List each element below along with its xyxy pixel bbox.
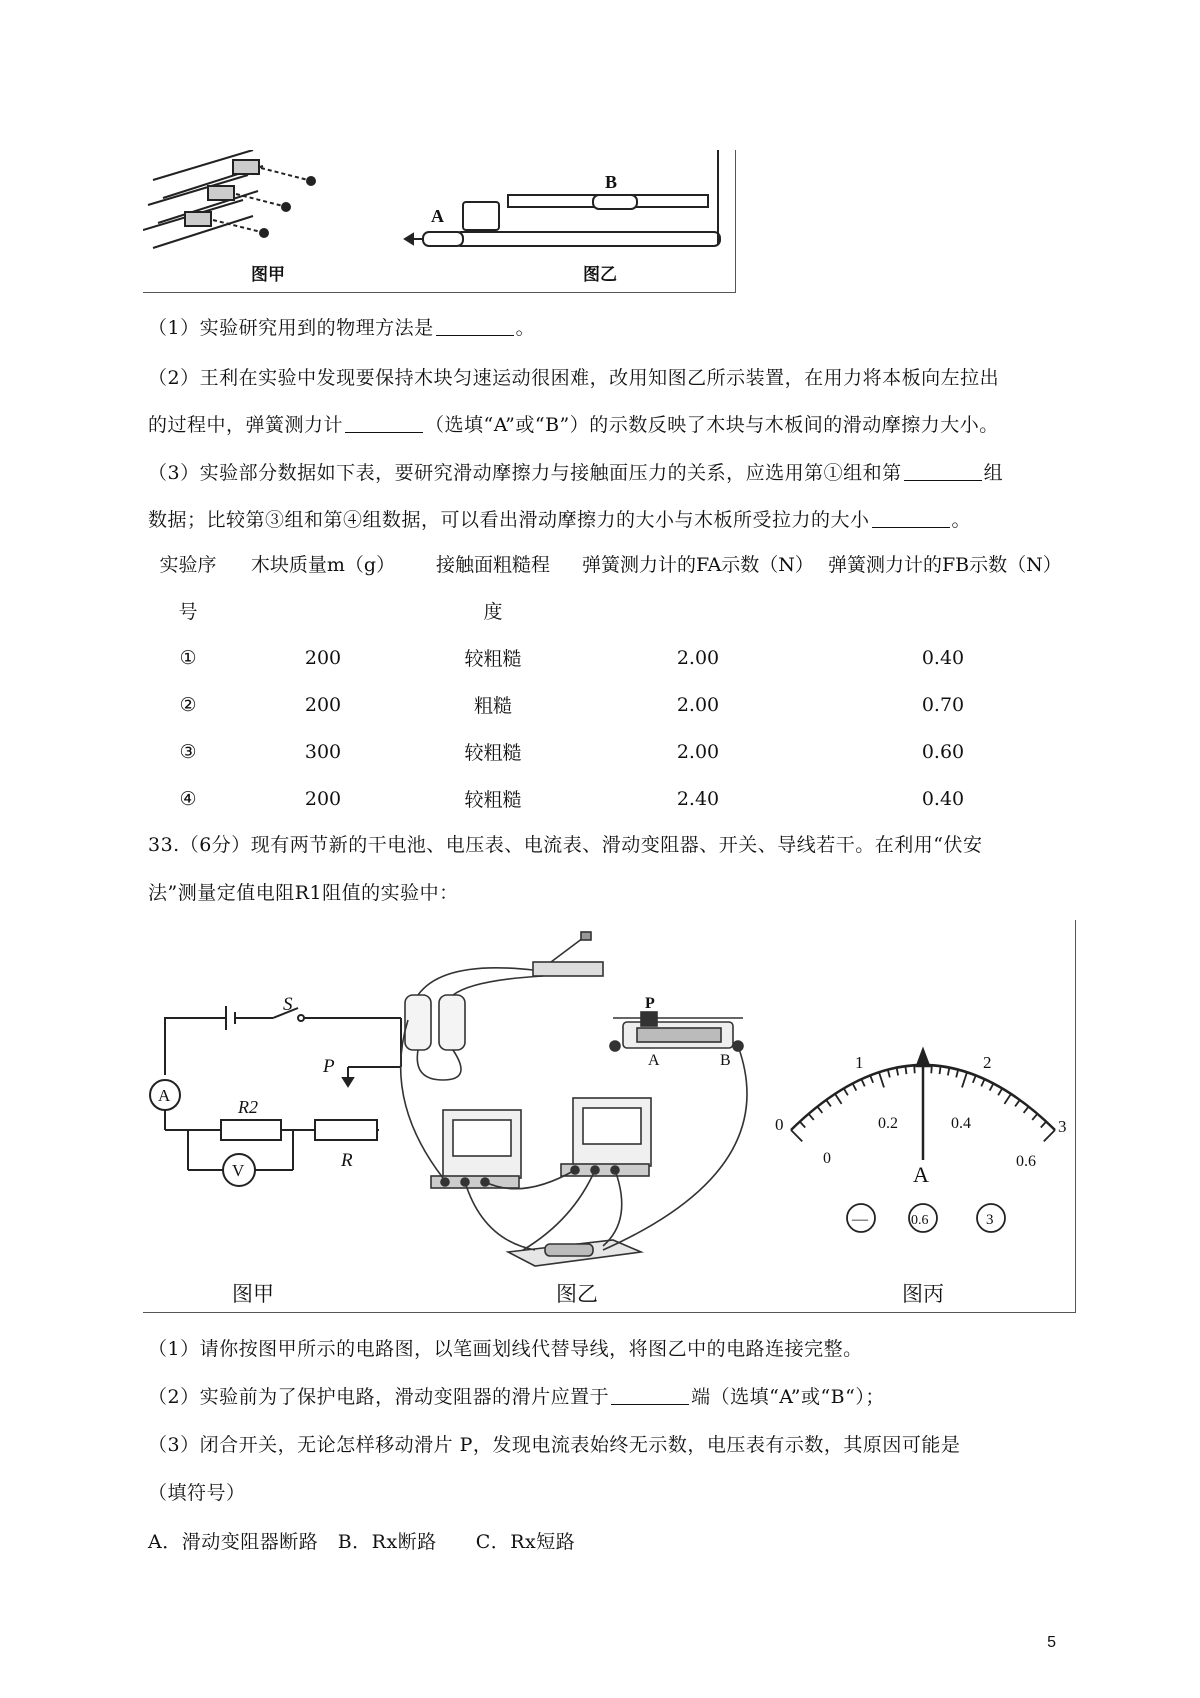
meter-tick: [791, 1130, 802, 1141]
table-cell: 300: [304, 740, 342, 763]
table-row: [148, 775, 1058, 822]
answer-blank[interactable]: [436, 317, 514, 336]
meter-tick: [809, 1114, 814, 1120]
meter-bottom-tick-2: 0.4: [951, 1115, 971, 1132]
fig1-caption-jia: 图甲: [251, 265, 285, 284]
table-cell: 2.40: [676, 787, 720, 810]
figure-1-drawing: [143, 150, 735, 292]
table-header: [228, 587, 418, 634]
terminal-0-6: 0.6: [911, 1213, 929, 1228]
meter-tick: [888, 1070, 890, 1078]
terminal-3: 3: [986, 1212, 994, 1228]
q32-part2-line1: （2）王利在实验中发现要保持木块匀速运动很困难，改用知图乙所示装置，在用力将本板向左拉出: [148, 367, 1000, 389]
table-cell: ②: [179, 693, 197, 716]
meter-tick: [962, 1072, 967, 1087]
meter-tick: [1041, 1122, 1046, 1128]
q32-part1-end: 。: [515, 317, 536, 339]
fig2-caption-bing: 图丙: [902, 1282, 944, 1306]
apparatus-drawing: [401, 932, 747, 1266]
table-header: 弹簧测力计的FA示数（N）: [582, 554, 814, 576]
fig1-label-b: B: [605, 172, 618, 192]
q32-part2-text: 的过程中，弹簧测力计: [148, 414, 344, 436]
meter-tick: [981, 1079, 984, 1086]
q33-intro-line1: 33.（6分）现有两节新的干电池、电压表、电流表、滑动变阻器、开关、导线若干。在利用“伏安: [148, 834, 983, 856]
meter-tick: [948, 1068, 950, 1076]
meter-tick: [931, 1065, 932, 1073]
table-cell: 较粗糙: [464, 648, 522, 670]
circuit-diagram: [150, 1006, 401, 1186]
table-cell: 200: [304, 646, 342, 669]
meter-tick: [835, 1094, 842, 1104]
table-cell: 0.40: [921, 646, 965, 669]
table-header: 接触面粗糙程: [435, 554, 550, 576]
meter-tick: [897, 1068, 899, 1076]
table-header: [828, 587, 1058, 634]
table-cell: 0.40: [921, 787, 965, 810]
table-header-row-cont: [148, 587, 1058, 634]
table-row: [148, 728, 1058, 775]
meter-bottom-tick-0: 0: [823, 1150, 831, 1167]
apparatus-label-b: B: [720, 1052, 731, 1069]
meter-top-tick-3: 3: [1058, 1117, 1067, 1136]
meter-pointer: [917, 1050, 929, 1160]
fig1-jia-boards: [143, 150, 315, 248]
meter-tick: [905, 1066, 906, 1074]
table-cell: 0.70: [921, 693, 965, 716]
q33-options: A．滑动变阻器断路 B．Rx断路 C．Rx短路: [148, 1531, 576, 1553]
meter-tick: [1032, 1114, 1037, 1120]
table-cell: 200: [304, 787, 342, 810]
table-cell: 0.60: [921, 740, 965, 763]
meter-tick: [853, 1083, 857, 1090]
voltmeter-label: V: [232, 1161, 245, 1180]
q33-part2-end: 端（选填“A”或“B“）；: [691, 1386, 885, 1408]
meter-tick: [956, 1070, 958, 1078]
meter-tick: [998, 1088, 1002, 1095]
ammeter-label: A: [158, 1086, 171, 1105]
q32-part2-end: （选填“A”或“B”）的示数反映了木块与木板间的滑动摩擦力大小。: [425, 414, 999, 436]
meter-tick: [879, 1072, 884, 1087]
meter-bottom-tick-3: 0.6: [1016, 1153, 1036, 1170]
table-cell: 2.00: [676, 740, 720, 763]
meter-tick: [973, 1075, 976, 1082]
q32-part3-end2: 。: [951, 509, 972, 531]
q33-part2: [148, 1382, 885, 1409]
answer-blank[interactable]: [611, 1386, 689, 1405]
table-header: 实验序: [159, 554, 217, 576]
meter-top-tick-1: 1: [855, 1053, 864, 1072]
fig1-caption-yi: 图乙: [583, 265, 617, 284]
meter-tick: [914, 1065, 915, 1073]
rheostat-label: R: [341, 1150, 353, 1171]
table-row: [148, 634, 1058, 681]
meter-top-tick-0: 0: [775, 1115, 784, 1134]
meter-tick: [870, 1075, 873, 1082]
meter-tick: [817, 1107, 822, 1113]
q33-part1: （1）请你按图甲所示的电路图，以笔画划线代替导线，将图乙中的电路连接完整。: [148, 1338, 863, 1360]
fig1-label-a: A: [431, 206, 444, 226]
data-table: [148, 540, 1062, 822]
table-cell: ③: [179, 740, 197, 763]
q33-part3-line1: （3）闭合开关，无论怎样移动滑片 P，发现电流表始终无示数，电压表有示数，其原因可能是: [148, 1434, 961, 1456]
meter-tick: [940, 1066, 941, 1074]
q32-part3-text2: 数据；比较第③组和第④组数据，可以看出滑动摩擦力的大小与木板所受拉力的大小: [148, 509, 870, 531]
meter-tick: [1015, 1100, 1020, 1106]
q33-part3-line2: （填符号）: [148, 1482, 246, 1504]
meter-unit: A: [913, 1162, 929, 1187]
meter-tick: [1004, 1094, 1011, 1104]
table-header: 木块质量m（g）: [250, 554, 396, 576]
meter-tick: [1024, 1107, 1029, 1113]
table-cell: ①: [179, 646, 197, 669]
q33-part2-text: （2）实验前为了保护电路，滑动变阻器的滑片应置于: [148, 1386, 610, 1408]
q32-part3-end: 组: [983, 462, 1004, 484]
meter-tick: [826, 1100, 831, 1106]
q32-part3-line2: [148, 505, 971, 532]
table-cell: 200: [304, 693, 342, 716]
fig2-caption-jia: 图甲: [232, 1282, 274, 1306]
meter-tick: [990, 1083, 994, 1090]
fig2-caption-yi: 图乙: [556, 1282, 598, 1306]
q32-part2-line2: [148, 410, 999, 437]
meter-tick: [1044, 1130, 1055, 1141]
meter-bottom-tick-1: 0.2: [878, 1115, 898, 1132]
terminal-negative: —: [852, 1211, 868, 1228]
meter-top-tick-2: 2: [983, 1053, 992, 1072]
page-number: 5: [1047, 1634, 1056, 1651]
table-cell: 较粗糙: [464, 742, 522, 764]
r2-label: R2: [238, 1097, 258, 1117]
table-cell: 2.00: [676, 646, 720, 669]
apparatus-label-p: P: [645, 995, 655, 1012]
table-header: 弹簧测力计的FB示数（N）: [828, 554, 1062, 576]
q32-part1-text: （1）实验研究用到的物理方法是: [148, 317, 434, 339]
q32-part3-text: （3）实验部分数据如下表，要研究滑动摩擦力与接触面压力的关系，应选用第①组和第: [148, 462, 902, 484]
q32-part1: [148, 313, 535, 340]
meter-tick: [800, 1122, 805, 1128]
meter-tick: [861, 1079, 864, 1086]
table-header: 号: [178, 601, 198, 623]
answer-blank[interactable]: [904, 462, 982, 481]
switch-label: S: [283, 994, 293, 1015]
q32-part3-line1: [148, 458, 1003, 485]
table-cell: 2.00: [676, 693, 720, 716]
table-cell: ④: [179, 787, 197, 810]
table-cell: 较粗糙: [464, 789, 522, 811]
table-header: 度: [483, 601, 503, 623]
fig1-yi-setup: [405, 150, 720, 246]
answer-blank[interactable]: [345, 414, 423, 433]
table-header: [568, 587, 828, 634]
figure-2-drawing: [143, 920, 1075, 1312]
table-header-row: [148, 540, 1058, 587]
table-row: [148, 681, 1058, 728]
apparatus-label-a: A: [648, 1052, 660, 1069]
meter-tick: [844, 1088, 848, 1095]
slider-label: P: [323, 1056, 335, 1077]
answer-blank[interactable]: [872, 509, 950, 528]
q33-intro-line2: 法”测量定值电阻R1阻值的实验中：: [148, 882, 459, 904]
table-cell: 粗糙: [473, 695, 512, 717]
